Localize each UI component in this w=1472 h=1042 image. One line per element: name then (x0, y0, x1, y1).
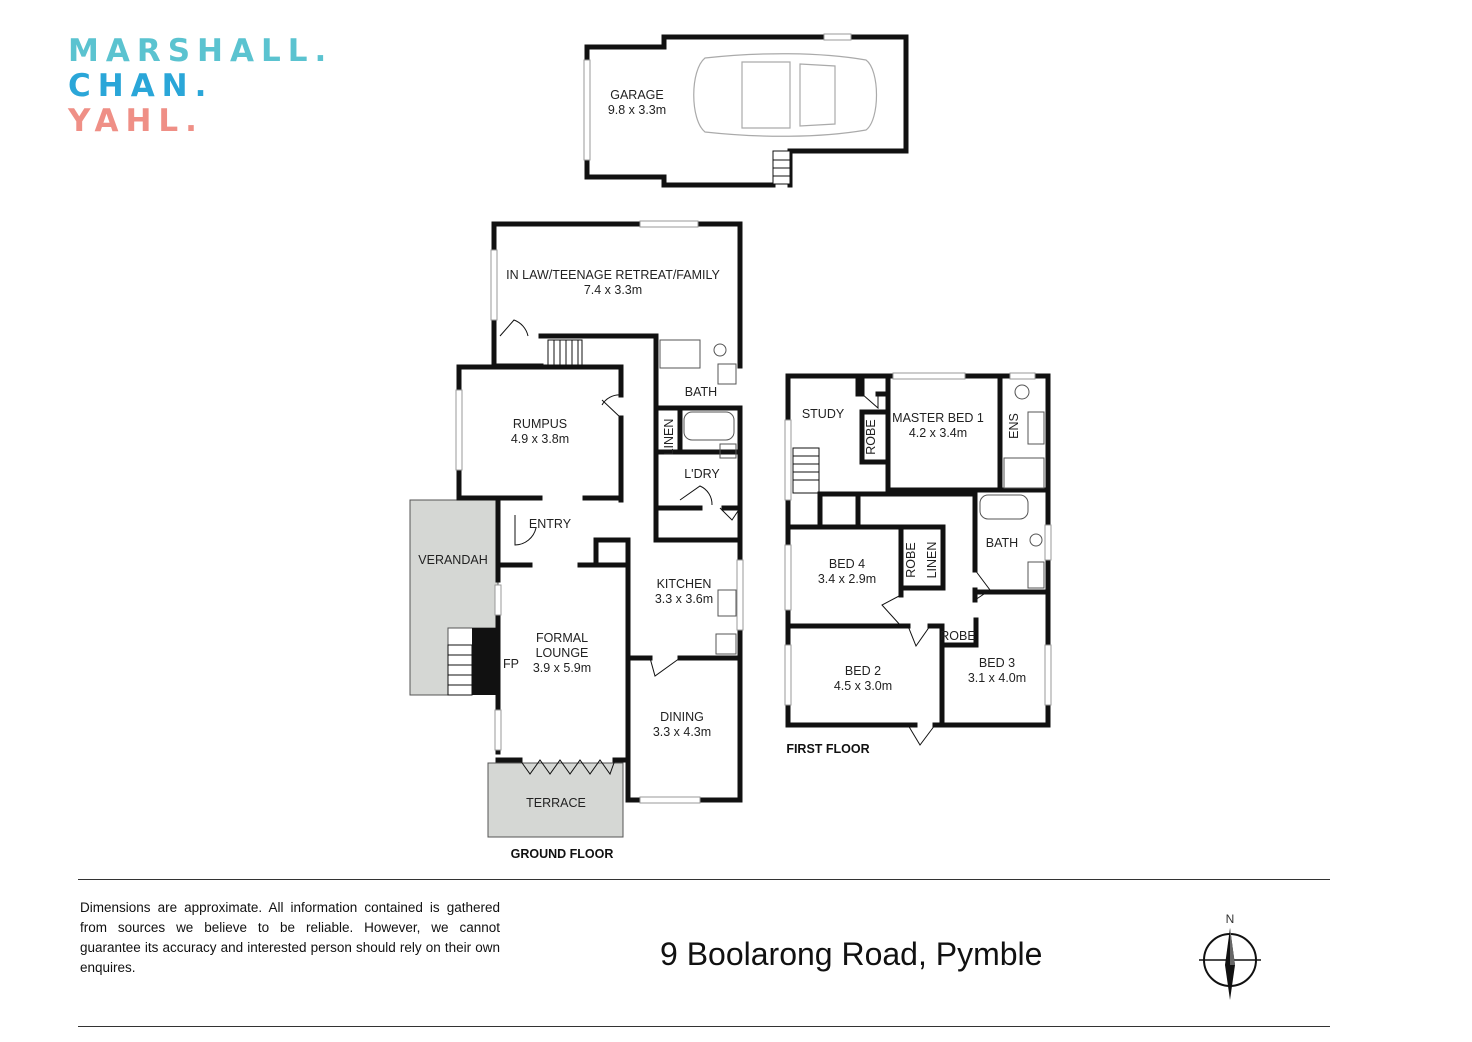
window (1045, 525, 1051, 560)
window (640, 797, 700, 803)
window (785, 420, 791, 500)
linen-ground-label: LINEN (662, 418, 676, 456)
master-bed-dims: 4.2 x 3.4m (908, 426, 968, 440)
window (1010, 373, 1035, 379)
property-address: 9 Boolarong Road, Pymble (660, 936, 1043, 972)
disclaimer-text: Dimensions are approximate. All information contained is gathered from sources we believe to be reliable. However, we cannot guarantee its accuracy and interested person should rely on their own enquires. (80, 900, 500, 975)
bath-first-toilet (1030, 534, 1042, 546)
door-swing (602, 395, 621, 418)
door-swing (908, 725, 935, 745)
fireplace-label: FP (503, 657, 519, 671)
lounge-dims: 3.9 x 5.9m (532, 661, 592, 675)
ensuite-toilet (1015, 385, 1029, 399)
window (824, 34, 851, 40)
window (785, 545, 791, 610)
kitchen-sink (718, 590, 736, 616)
ground-floor-label: GROUND FLOOR (510, 847, 614, 861)
window (456, 390, 462, 470)
window (1045, 645, 1051, 705)
window (495, 710, 501, 750)
stairs-garage (773, 151, 790, 184)
study-walls (788, 376, 858, 527)
bath-first-vanity (1028, 562, 1044, 588)
bed3-dims: 3.1 x 4.0m (967, 671, 1027, 685)
retreat-label: IN LAW/TEENAGE RETREAT/FAMILY (506, 268, 720, 282)
kitchen-dims: 3.3 x 3.6m (654, 592, 714, 606)
retreat-bottom-wall (494, 327, 656, 380)
window (785, 645, 791, 705)
robe-bed3-label: ROBE (940, 629, 976, 643)
stairs-verandah (448, 645, 472, 695)
robe-bed4-label: ROBE (904, 542, 918, 578)
study-label: STUDY (801, 407, 845, 421)
stairs-first (793, 448, 819, 493)
window (584, 60, 590, 160)
bed4-label: BED 4 (828, 557, 866, 571)
bath-first-tub (980, 495, 1028, 519)
bath-ground-label: BATH (684, 385, 718, 399)
entry-walls (515, 498, 628, 565)
door-swing (500, 320, 528, 336)
toilet (714, 344, 726, 356)
window (737, 560, 743, 630)
ensuite-label: ENS (1007, 413, 1021, 439)
brand-line-3: YAHL. (68, 103, 204, 139)
ensuite-vanity (1028, 412, 1044, 444)
bed4-dims: 3.4 x 2.9m (817, 572, 877, 586)
brand-line-1: MARSHALL. (68, 33, 334, 69)
ensuite-shower (1004, 458, 1044, 488)
window (491, 250, 497, 320)
bed3-label: BED 3 (978, 656, 1016, 670)
rumpus-label: RUMPUS (512, 417, 568, 431)
car-outline (694, 54, 877, 137)
footer-top-rule (78, 879, 1330, 880)
shower (660, 340, 700, 368)
window (495, 585, 501, 615)
linen-first-label: LINEN (925, 541, 939, 579)
north-label: N (1225, 912, 1235, 926)
door-swing (650, 658, 680, 676)
rumpus-dims: 4.9 x 3.8m (510, 432, 570, 446)
window (893, 373, 965, 379)
laundry-label: L'DRY (684, 467, 720, 481)
verandah-label: VERANDAH (418, 553, 488, 567)
master-bed-label: MASTER BED 1 (892, 411, 984, 425)
fireplace (472, 628, 498, 695)
dining-dims: 3.3 x 4.3m (652, 725, 712, 739)
bath-first-label: BATH (985, 536, 1019, 550)
garage-label: GARAGE (610, 88, 664, 102)
vanity (718, 364, 736, 384)
door-swing (882, 595, 901, 626)
terrace-label: TERRACE (526, 796, 586, 810)
bathtub (684, 412, 734, 440)
cooktop (716, 634, 736, 654)
dining-label: DINING (660, 710, 704, 724)
lounge-label-2: LOUNGE (535, 646, 589, 660)
retreat-dims: 7.4 x 3.3m (583, 283, 643, 297)
lounge-label-1: FORMAL (535, 631, 589, 645)
stairs-ground-retreat (548, 340, 582, 366)
footer-bottom-rule (78, 1026, 1330, 1027)
bed2-label: BED 2 (844, 664, 882, 678)
north-arrow-icon (1195, 910, 1265, 1006)
robe-master-label: ROBE (864, 419, 878, 455)
first-floor-label: FIRST FLOOR (786, 742, 870, 756)
door-swing (680, 486, 712, 505)
brand-line-2: CHAN. (68, 68, 214, 104)
kitchen-label: KITCHEN (656, 577, 712, 591)
entry-label: ENTRY (528, 517, 572, 531)
bed2-dims: 4.5 x 3.0m (833, 679, 893, 693)
window (640, 221, 698, 227)
door-swing (908, 626, 930, 646)
garage-dims: 9.8 x 3.3m (607, 103, 667, 117)
